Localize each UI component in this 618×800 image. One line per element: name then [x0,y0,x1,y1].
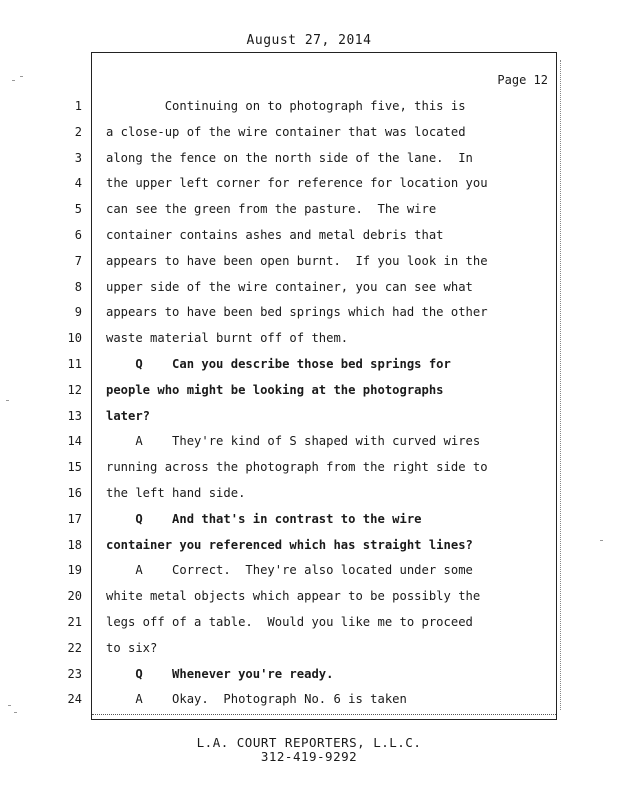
transcript-line [0,457,618,477]
transcript-line [0,509,618,529]
line-number: 1 [74,99,82,113]
line-number: 7 [74,253,82,268]
scan-speck [8,705,11,706]
transcript-line [0,302,618,322]
line-number: 17 [67,511,82,526]
line-number: 19 [67,563,82,578]
line-text: later? [106,408,151,423]
transcript-line [0,664,618,684]
transcript-line [0,122,618,142]
footer-company: L.A. COURT REPORTERS, L.L.C. [196,735,422,750]
line-text: the upper left corner for reference for location you [106,176,488,191]
line-text: appears to have been open burnt. If you look in the [106,253,488,268]
transcript-line [0,586,618,606]
transcript-line [0,148,618,168]
line-text: people who might be looking at the photographs [106,382,444,397]
transcript-line [0,483,618,503]
line-number: 6 [74,228,82,242]
line-text: Q Whenever you're ready. [106,666,334,681]
line-text: along the fence on the north side of the lane. In [106,150,473,165]
line-text: Continuing on to photograph five, this is [106,99,466,113]
line-text: a close-up of the wire container that was located [106,124,466,139]
line-number: 20 [67,589,82,604]
line-number: 2 [74,124,82,139]
line-number: 12 [67,382,82,397]
line-text: legs off of a table. Would you like me to proceed [106,615,473,629]
transcript-line [0,225,618,245]
line-text: Q Can you describe those bed springs for [106,357,451,371]
transcript-line [0,406,618,426]
transcript-line [0,638,618,658]
line-number: 14 [67,434,82,449]
line-number: 22 [67,640,82,655]
line-text: can see the green from the pasture. The wire [106,202,437,217]
line-number: 15 [67,460,82,475]
line-number: 5 [74,202,82,217]
line-text: waste material burnt off of them. [106,331,349,346]
line-text: container you referenced which has straight lines? [106,537,473,552]
transcript-line [0,431,618,451]
transcript-line [0,277,618,297]
transcript-line [0,96,618,116]
line-number: 10 [67,331,82,346]
line-number: 13 [67,408,82,423]
header-date: August 27, 2014 [246,33,372,48]
transcript-line [0,535,618,555]
line-text: A Correct. They're also located under some [106,563,473,578]
scan-speck [6,400,9,401]
line-number: 21 [67,615,82,629]
line-number: 3 [74,150,82,165]
scan-speck [14,712,17,713]
footer-phone: 312-419-9292 [260,749,358,764]
line-text: A They're kind of S shaped with curved wires [106,434,481,449]
line-text: container contains ashes and metal debris that [106,228,444,242]
line-number: 18 [67,537,82,552]
scan-speck [12,80,15,81]
transcript-line [0,328,618,348]
line-text: running across the photograph from the right side to [106,460,488,475]
line-text: A Okay. Photograph No. 6 is taken [106,692,407,707]
scan-speck [600,540,603,541]
transcript-line [0,251,618,271]
transcript-line [0,689,618,709]
transcript-line [0,173,618,193]
scan-speck [20,76,23,77]
line-number: 8 [74,279,82,294]
transcript-line [0,560,618,580]
line-text: appears to have been bed springs which had the other [106,305,488,320]
line-text: upper side of the wire container, you can see what [106,279,473,294]
line-number: 9 [74,305,82,320]
line-text: Q And that's in contrast to the wire [106,511,422,526]
line-text: the left hand side. [106,486,246,500]
transcript-line [0,380,618,400]
line-text: to six? [106,640,158,655]
line-number: 23 [67,666,82,681]
transcript-line [0,612,618,632]
transcript-line [0,354,618,374]
line-number: 16 [67,486,82,500]
transcript-line [0,199,618,219]
line-number: 4 [74,176,82,191]
page-number: Page 12 [497,73,548,87]
line-number: 11 [67,357,82,371]
line-text: white metal objects which appear to be possibly the [106,589,481,604]
frame-bottom-rule [92,714,556,715]
line-number: 24 [67,692,82,707]
